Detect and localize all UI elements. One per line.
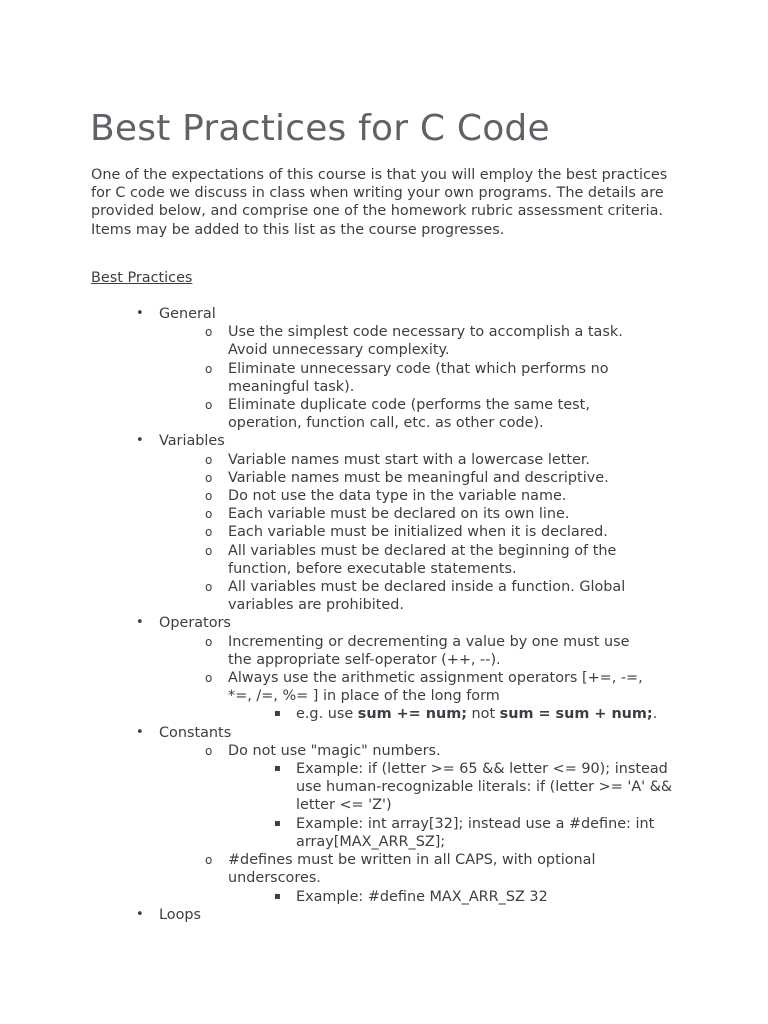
item-text: Always use the arithmetic assignment operators [+=, -=, *=, /=, %= ] in place of the long form (228, 670, 643, 705)
item-text: Variable names must start with a lowercase letter. (228, 451, 591, 468)
bullet-circle-icon: o (205, 634, 213, 649)
bullet-circle-icon: o (205, 743, 213, 758)
best-practices-outline (0, 305, 768, 924)
bullet-dot-icon: • (136, 724, 144, 740)
item-text: Example: if (letter >= 65 && letter <= 90); instead use human-recognizable literals: if (letter >= 'A' && letter <= 'Z') (296, 761, 673, 814)
list-item (159, 633, 648, 669)
variables-sublist (159, 451, 768, 615)
item-text: Eliminate duplicate code (performs the same test, operation, function call, etc. as other code). (228, 397, 590, 432)
bullet-circle-icon: o (205, 853, 213, 868)
list-item (159, 523, 648, 541)
list-item (159, 851, 648, 906)
intro-paragraph: One of the expectations of this course is that you will employ the best practices for C code we discuss in class when writing your own programs. The details are provided below, and comprise one of the homework rubric assessment criteria. Items may be added to this list as the course progresses. (91, 167, 668, 238)
item-label: Loops (159, 906, 202, 923)
list-item-variables (0, 432, 768, 614)
bullet-dot-icon: • (136, 306, 144, 321)
defines-example-sublist (228, 888, 648, 906)
operators-example-sublist (228, 705, 658, 723)
bullet-circle-icon: o (205, 489, 213, 504)
bullet-square-icon: ▪ (274, 763, 281, 775)
item-text: Do not use the data type in the variable name. (228, 488, 567, 505)
list-item (159, 669, 658, 724)
example-prefix: e.g. use (296, 706, 358, 723)
list-item (228, 815, 676, 851)
bullet-dot-icon: • (136, 615, 144, 631)
example-code-bad: sum = sum + num; (499, 706, 653, 723)
list-item (159, 578, 648, 614)
list-item (159, 742, 673, 851)
bullet-circle-icon: o (205, 452, 213, 467)
item-text: All variables must be declared inside a function. Global variables are prohibited. (228, 579, 626, 614)
list-item (159, 360, 648, 396)
item-label: Operators (159, 615, 231, 632)
list-item (159, 469, 648, 487)
list-item-general (0, 305, 768, 432)
example-code-good: sum += num; (357, 706, 467, 723)
item-text: Each variable must be initialized when it is declared. (228, 524, 608, 541)
example-middle: not (466, 706, 500, 723)
item-text: Do not use "magic" numbers. (228, 742, 441, 759)
list-item-loops (0, 906, 768, 924)
bullet-square-icon: ▪ (274, 890, 281, 902)
list-item (159, 505, 648, 523)
item-text: Variable names must be meaningful and descriptive. (228, 469, 609, 486)
list-item (159, 323, 648, 359)
bullet-circle-icon: o (205, 325, 213, 340)
bullet-circle-icon: o (205, 398, 213, 413)
list-item (159, 396, 648, 432)
bullet-circle-icon: o (205, 361, 213, 376)
operators-sublist (159, 633, 768, 724)
item-text: Example: #define MAX_ARR_SZ 32 (296, 888, 548, 905)
list-item-constants (0, 724, 768, 906)
list-item (228, 888, 676, 906)
list-item (228, 705, 676, 723)
page-title: Best Practices for C Code (90, 108, 550, 149)
magic-examples-sublist (228, 760, 673, 851)
item-text: Use the simplest code necessary to accomplish a task. Avoid unnecessary complexity. (228, 324, 623, 359)
item-label: Variables (159, 433, 225, 450)
bullet-circle-icon: o (205, 525, 213, 540)
example-suffix: . (652, 706, 658, 723)
list-item (228, 760, 676, 815)
item-text: #defines must be written in all CAPS, with optional underscores. (228, 852, 596, 887)
bullet-circle-icon: o (205, 507, 213, 522)
item-text: Each variable must be declared on its own line. (228, 506, 570, 523)
list-item (159, 487, 648, 505)
list-item-operators (0, 614, 768, 723)
item-label: General (159, 306, 216, 322)
list-item (159, 451, 648, 469)
bullet-circle-icon: o (205, 543, 213, 558)
bullet-circle-icon: o (205, 671, 213, 686)
item-text: Incrementing or decrementing a value by one must use the appropriate self-operator (++, --). (228, 633, 630, 668)
item-text: All variables must be declared at the beginning of the function, before executable statements. (228, 542, 617, 577)
bullet-dot-icon: • (136, 906, 144, 922)
bullet-square-icon: ▪ (274, 708, 281, 720)
bullet-square-icon: ▪ (274, 817, 281, 829)
section-heading: Best Practices (91, 270, 193, 286)
top-level-list (0, 305, 768, 924)
bullet-circle-icon: o (205, 470, 213, 485)
list-item (159, 542, 648, 578)
constants-sublist (159, 742, 768, 906)
bullet-dot-icon: • (136, 433, 144, 449)
item-text: Example: int array[32]; instead use a #define: int array[MAX_ARR_SZ]; (296, 815, 655, 850)
bullet-circle-icon: o (205, 580, 213, 595)
general-sublist (159, 323, 768, 432)
item-text: Eliminate unnecessary code (that which performs no meaningful task). (228, 360, 609, 395)
item-label: Constants (159, 724, 232, 741)
